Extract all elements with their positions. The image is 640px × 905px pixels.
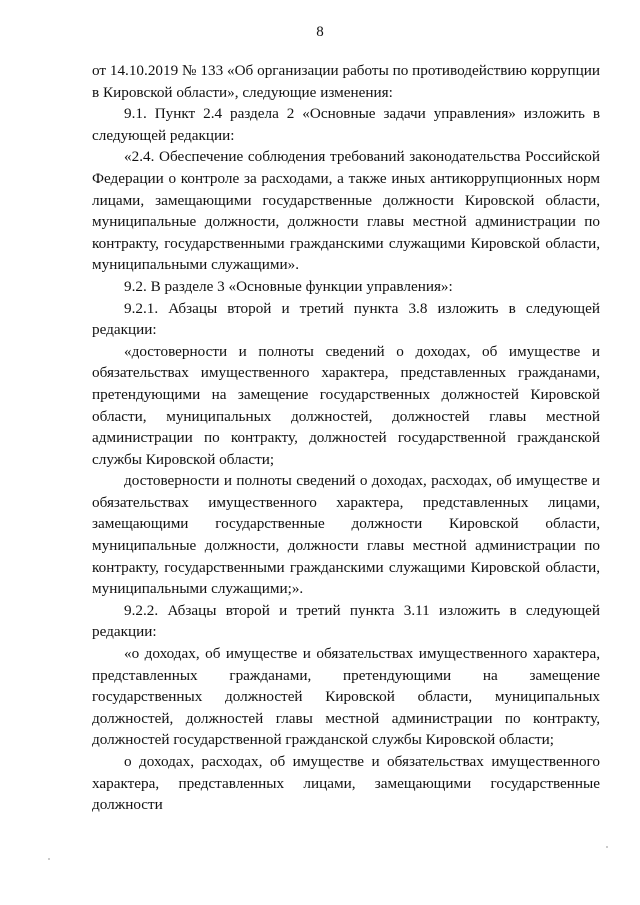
paragraph-9-2-1: 9.2.1. Абзацы второй и третий пункта 3.8 изложить в следующей редакции: (92, 299, 600, 339)
paragraph-3-11-second: о доходах, расходах, об имуществе и обязательствах имущественного характера, представленных лицами, замещающими государственные должности (92, 753, 600, 814)
scan-speck (48, 858, 50, 860)
paragraph-3-8-second: достоверности и полноты сведений о доходах, расходах, об имуществе и обязательствах имущественного характера, представленных лицами, замещающими государственные должности Кировской области, муниципальные должности, должности главы местной администрации по контракту, государственными гражданскими служащими Кировской области, муниципальными служащими;». (92, 472, 600, 598)
paragraph-3-8-first: «достоверности и полноты сведений о доходах, об имуществе и обязательствах имущественного характера, представленных гражданами, претендующими на замещение государственных должностей Кировской области, муниципальных должностей, должностей главы местной администрации по контракту, должностей государственной гражданской службы Кировской области; (92, 342, 600, 468)
paragraph-2-4-text: «2.4. Обеспечение соблюдения требований законодательства Российской Федерации о контроле за расходами, а также иных антикоррупционных норм лицами, замещающими государственные должности Кировской области, муниципальные должности, должности главы местной администрации по контракту, государственными гражданскими служащими Кировской области, муниципальными служащими». (92, 148, 600, 274)
paragraph-3-11-first: «о доходах, об имуществе и обязательствах имущественного характера, представленных гражданами, претендующими на замещение государственных должностей Кировской области, муниципальных должностей, должностей главы местной администрации по контракту, должностей государственной гражданской службы Кировской области; (92, 645, 600, 749)
document-body (92, 60, 600, 816)
paragraph-continuation: от 14.10.2019 № 133 «Об организации работы по противодействию коррупции в Кировской области», следующие изменения: (92, 62, 600, 101)
paragraph-9-1: 9.1. Пункт 2.4 раздела 2 «Основные задачи управления» изложить в следующей редакции: (92, 105, 600, 144)
page-number: 8 (316, 24, 324, 40)
paragraph-9-2-2: 9.2.2. Абзацы второй и третий пункта 3.11 изложить в следующей редакции: (92, 601, 600, 641)
paragraph-9-2: 9.2. В разделе 3 «Основные функции управления»: (124, 277, 453, 295)
scan-speck (606, 846, 608, 848)
